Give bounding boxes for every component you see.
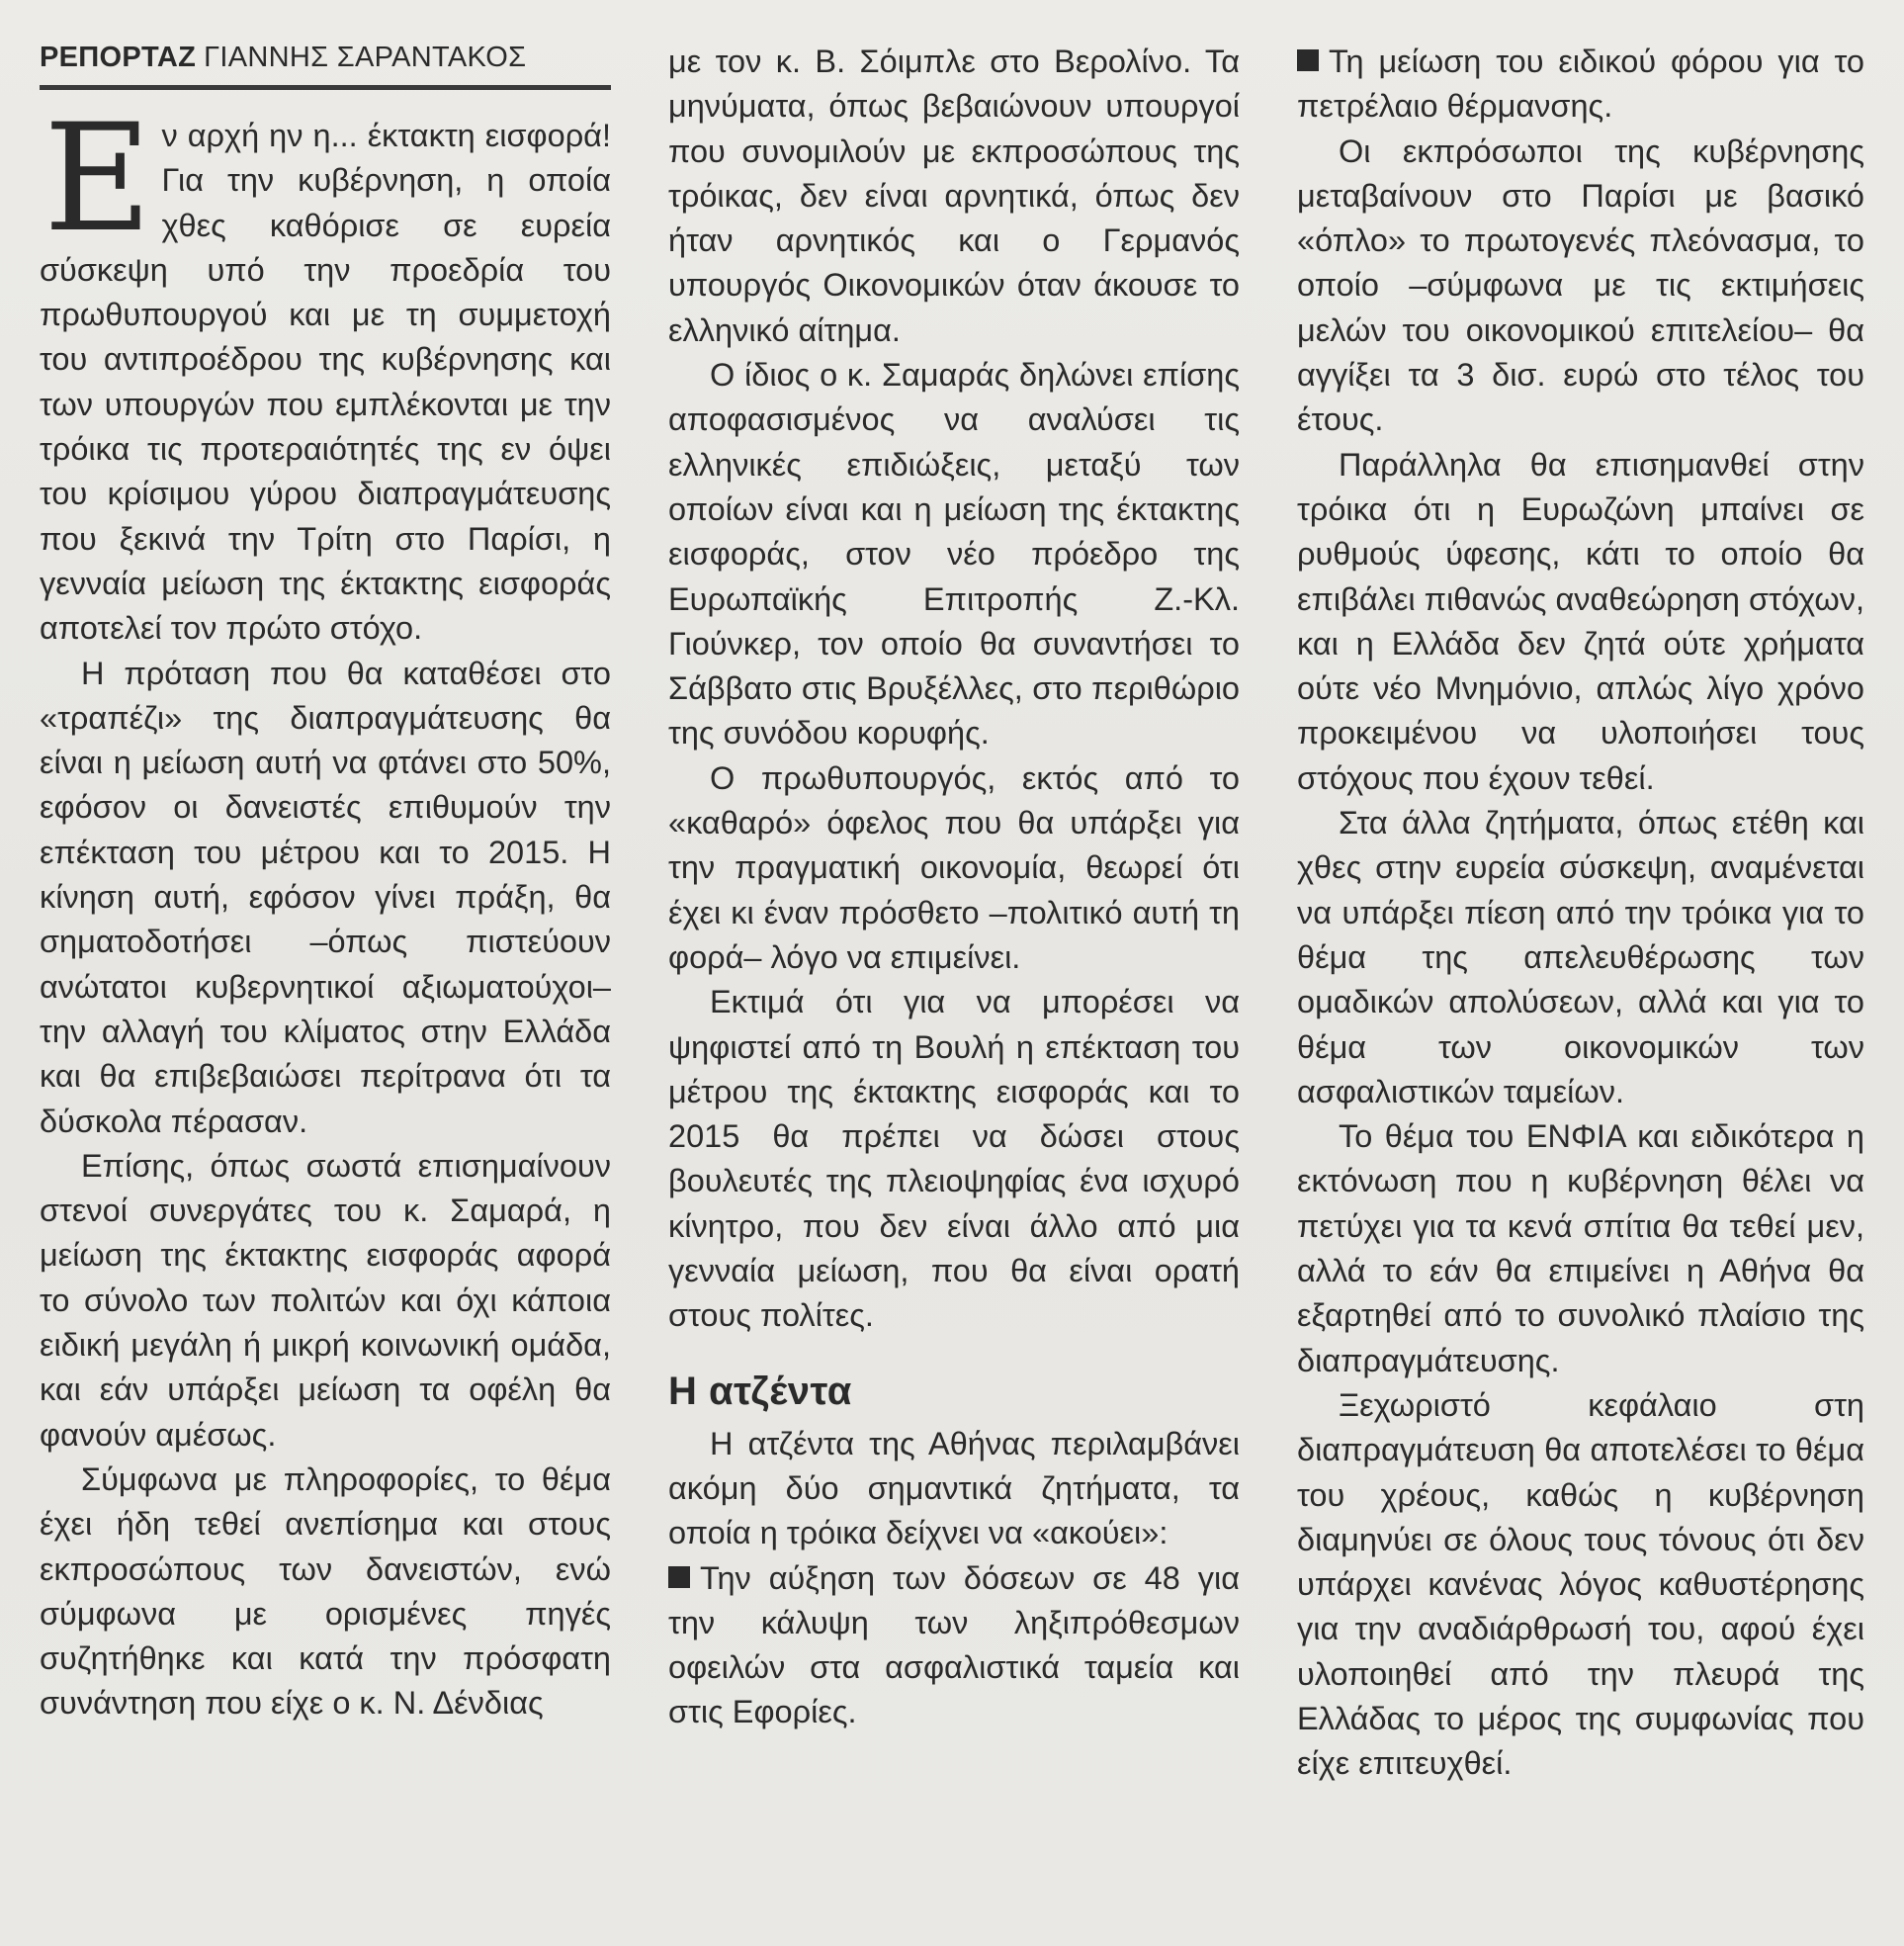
article-paragraph — [40, 93, 611, 652]
article-paragraph: Ο πρωθυπουργός, εκτός από το «καθαρό» όφελος που θα υπάρξει για την πραγματική οικονομία, θεωρεί ότι έχει κι έναν πρόσθετο –πολιτικό αυτή τη φορά– λόγο να επιμείνει. — [668, 759, 1240, 975]
column-1 — [40, 38, 611, 1726]
article-paragraph: Στα άλλα ζητήματα, όπως ετέθη και χθες στην ευρεία σύσκεψη, αναμένεται να υπάρξει πίεση από την τρόικα για το θέμα της απελευθέρωσης των ομαδικών απολύσεων, αλλά και για το θέμα των οικονομικών των ασφαλιστικών ταμείων. — [1297, 805, 1864, 1109]
article-paragraph: Οι εκπρόσωποι της κυβέρνησης μεταβαίνουν στο Παρίσι με βασικό «όπλο» το πρωτογενές πλεόνασμα, το οποίο –σύμφωνα με τις εκτιμήσεις μελών του οικονομικού επιτελείου– θα αγγίξει τα 3 δισ. ευρώ στο τέλος του έτους. — [1297, 133, 1864, 438]
bullet-item — [668, 1556, 1240, 1735]
article-paragraph: Εκτιμά ότι για να μπορέσει να ψηφιστεί από τη Βουλή η επέκταση του μέτρου της έκτακτης εισφοράς και το 2015 θα πρέπει να δώσει στους βουλευτές της πλειοψηφίας ένα ισχυρό κίνητρο, που δεν είναι άλλο από μια γενναία μείωση, που θα είναι ορατή στους πολίτες. — [668, 984, 1240, 1334]
square-bullet-icon — [668, 1566, 690, 1588]
article-paragraph: Επίσης, όπως σωστά επισημαίνουν στενοί συνεργάτες του κ. Σαμαρά, η μείωση της έκτακτης εισφοράς αφορά το σύνολο των πολιτών και όχι κάποια ειδική μεγάλη ή μικρή κοινωνική ομάδα, και εάν υπάρξει μείωση τα οφέλη θα φανούν αμέσως. — [40, 1147, 611, 1453]
bullet-item — [1297, 40, 1864, 130]
bullet-text: Την αύξηση των δόσεων σε 48 για την κάλυψη των ληξιπρόθεσμων οφειλών στα ασφαλιστικά ταμεία και στις Εφορίες. — [668, 1559, 1240, 1730]
drop-cap: Ε — [43, 93, 152, 265]
author-name: ΓΙΑΝΝΗΣ ΣΑΡΑΝΤΑΚΟΣ — [204, 42, 527, 73]
square-bullet-icon — [1297, 49, 1319, 71]
bullet-text: Τη μείωση του ειδικού φόρου για το πετρέλαιο θέρμανσης. — [1297, 44, 1864, 125]
article-paragraph: Η ατζέντα της Αθήνας περιλαμβάνει ακόμη δύο σημαντικά ζητήματα, τα οποία η τρόικα δείχνει να «ακούει»: — [668, 1425, 1240, 1551]
byline — [40, 38, 611, 90]
column-2 — [668, 40, 1240, 1735]
subheading: Η ατζέντα — [668, 1369, 852, 1413]
article-paragraph: Το θέμα του ΕΝΦΙΑ και ειδικότερα η εκτόνωση που η κυβέρνηση θέλει να πετύχει για τα κενά σπίτια θα τεθεί μεν, αλλά το εάν θα επιμείνει η Αθήνα θα εξαρτηθεί από το συνολικό πλαίσιο της διαπραγμάτευσης. — [1297, 1118, 1864, 1378]
article-paragraph: Σύμφωνα με πληροφορίες, το θέμα έχει ήδη τεθεί ανεπίσημα και στους εκπροσώπους των δανειστών, ενώ σύμφωνα με ορισμένες πηγές συζητήθηκε και κατά την πρόσφατη συνάντηση που είχε ο κ. Ν. Δένδιας — [40, 1460, 611, 1722]
article-paragraph: με τον κ. Β. Σόιμπλε στο Βερολίνο. Τα μηνύματα, όπως βεβαιώνουν υπουργοί που συνομιλούν με εκπροσώπους της τρόικας, δεν είναι αρνητικά, όπως δεν ήταν αρνητικός και ο Γερμανός υπουργός Οικονομικών όταν άκουσε το ελληνικό αίτημα. — [668, 44, 1240, 348]
article-paragraph: Ο ίδιος ο κ. Σαμαράς δηλώνει επίσης αποφασισμένος να αναλύσει τις ελληνικές επιδιώξεις, μεταξύ των οποίων είναι και η μείωση της έκτακτης εισφοράς, στον νέο πρόεδρο της Ευρωπαϊκής Επιτροπής Ζ.-Κλ. Γιούνκερ, τον οποίο θα συναντήσει το Σάββατο στις Βρυξέλλες, στο περιθώριο της συνόδου κορυφής. — [668, 357, 1240, 752]
paragraph-text: ν αρχή ην η... έκτακτη εισφορά! Για την κυβέρνηση, η οποία χθες καθόρισε σε ευρεία σύσκεψη υπό την προεδρία του πρωθυπουργού και με τη συμμετοχή του αντιπροέδρου της κυβέρνησης και των υπουργών που εμπλέκονται με την τρόικα τις προτεραιότητές της εν όψει του κρίσιμου γύρου διαπραγμάτευσης που ξεκινά την Τρίτη στο Παρίσι, η γενναία μείωση της έκτακτης εισφοράς αποτελεί τον πρώτο στόχο. — [40, 118, 611, 647]
article-paragraph: Παράλληλα θα επισημανθεί στην τρόικα ότι η Ευρωζώνη μπαίνει σε ρυθμούς ύφεσης, κάτι το οποίο θα επιβάλει πιθανώς αναθεώρηση στόχων, και η Ελλάδα δεν ζητά ούτε χρήματα ούτε νέο Μνημόνιο, απλώς λίγο χρόνο προκειμένου να υλοποιήσει τους στόχους που έχουν τεθεί. — [1297, 446, 1864, 796]
column-3 — [1297, 40, 1864, 1787]
article-paragraph: Ξεχωριστό κεφάλαιο στη διαπραγμάτευση θα αποτελέσει το θέμα του χρέους, καθώς η κυβέρνηση διαμηνύει σε όλους τους τόνους ότι δεν υπάρχει κανένας λόγος καθυστέρησης για την αναδιάρθρωσή του, αφού έχει υλοποιηθεί από την πλευρά της Ελλάδας το μέρος της συμφωνίας που είχε επιτευχθεί. — [1297, 1386, 1864, 1782]
article-paragraph: Η πρόταση που θα καταθέσει στο «τραπέζι» της διαπραγμάτευσης θα είναι η μείωση αυτή να φτάνει στο 50%, εφόσον οι δανειστές επιθυμούν την επέκταση του μέτρου και το 2015. Η κίνηση αυτή, εφόσον γίνει πράξη, θα σηματοδοτήσει –όπως πιστεύουν ανώτατοι κυβερνητικοί αξιωματούχοι– την αλλαγή του κλίματος στην Ελλάδα και θα επιβεβαιώσει περίτρανα ότι τα δύσκολα πέρασαν. — [40, 655, 611, 1139]
section-label: ΡΕΠΟΡΤΑΖ — [40, 42, 197, 73]
